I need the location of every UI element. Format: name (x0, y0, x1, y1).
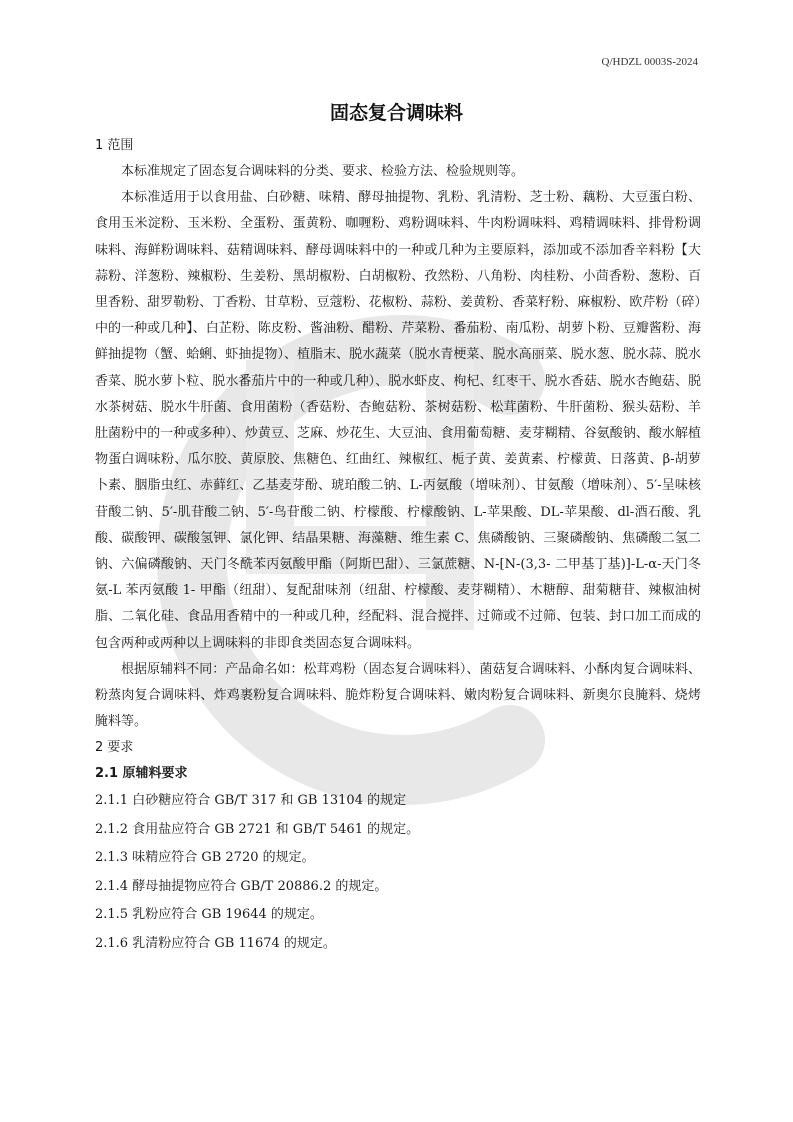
clause-2-1-6: 2.1.6 乳清粉应符合 GB 11674 的规定。 (95, 935, 336, 951)
clause-2-1-4: 2.1.4 酵母抽提物应符合 GB/T 20886.2 的规定。 (95, 878, 388, 894)
clause-2-1-5: 2.1.5 乳粉应符合 GB 19644 的规定。 (95, 907, 323, 923)
scope-paragraph-1: 本标准规定了固态复合调味料的分类、要求、检验方法、检验规则等。 (121, 164, 525, 179)
section-1-heading: 1 范围 (95, 138, 134, 153)
section-2-1-heading: 2.1 原辅料要求 (95, 766, 188, 782)
document-title: 固态复合调味料 (329, 102, 463, 124)
scope-paragraph-3: 根据原辅料不同：产品命名如：松茸鸡粉（固态复合调味料）、菌菇复合调味料、小酥肉复合调味料、粉蒸肉复合调味料、炸鸡裹粉复合调味料、脆炸粉复合调味料、嫩肉粉复合调味料、新奥尔良腌料、烧烤腌料等。 (95, 661, 701, 730)
clause-2-1-3: 2.1.3 味精应符合 GB 2720 的规定。 (95, 850, 315, 866)
scope-paragraph-2: 本标准适用于以食用盐、白砂糖、味精、酵母抽提物、乳粉、乳清粉、芝士粉、藕粉、大豆蛋白粉、食用玉米淀粉、玉米粉、全蛋粉、蛋黄粉、咖喱粉、鸡粉调味料、牛肉粉调味料、鸡精调味料、排骨粉调味料、海鲜粉调味料、菇精调味料、酵母调味料中的一种或几种为主要原料，添加或不添加香辛料粉【大蒜粉、洋葱粉、辣椒粉、生姜粉、黑胡椒粉、白胡椒粉、孜然粉、八角粉、肉桂粉、小茴香粉、葱粉、百里香粉、甜罗勒粉、丁香粉、甘草粉、豆蔻粉、花椒粉、蒜粉、姜黄粉、香菜籽粉、麻椒粉、欧芹粉（碎）中的一种或几种】、白芷粉、陈皮粉、酱油粉、醋粉、芹菜粉、番茄粉、南瓜粉、胡萝卜粉、豆瓣酱粉、海鲜抽提物（蟹、蛤蜊、虾抽提物）、植脂末、脱水蔬菜（脱水青梗菜、脱水高丽菜、脱水葱、脱水蒜、脱水香菜、脱水萝卜粒、脱水番茄片中的一种或几种）、脱水虾皮、枸杞、红枣干、脱水香菇、脱水杏鲍菇、脱水茶树菇、脱水牛肝菌、食用菌粉（香菇粉、杏鲍菇粉、茶树菇粉、松茸菌粉、牛肝菌粉、猴头菇粉、羊肚菌粉中的一种或多种）、炒黄豆、芝麻、炒花生、大豆油、食用葡萄糖、麦芽糊精、谷氨酸钠、酸水解植物蛋白调味粉、瓜尔胶、黄原胶、焦糖色、红曲红、辣椒红、栀子黄、姜黄素、柠檬黄、日落黄、β-胡萝卜素、胭脂虫红、赤藓红、乙基麦芽酚、琥珀酸二钠、L-丙氨酸（增味剂）、甘氨酸（增味剂）、5′-呈味核苷酸二钠、5′-肌苷酸二钠、5′-鸟苷酸二钠、柠檬酸、柠檬酸钠、L-苹果酸、DL-苹果酸、dl-酒石酸、乳酸、碳酸钾、碳酸氢钾、氯化钾、结晶果糖、海藻糖、维生素 C、焦磷酸钠、三聚磷酸钠、焦磷酸二氢二钠、六偏磷酸钠、天门冬酰苯丙氨酸甲酯（阿斯巴甜）、三氯蔗糖、N-[N-(3,3- 二甲基丁基)]-L-α-天门冬氨-L 苯丙氨酸 1- 甲酯（纽甜）、复配甜味剂（纽甜、柠檬酸、麦芽糊精）、木糖醇、甜菊糖苷、辣椒油树脂、二氧化硅、食品用香精中的一种或几种，经配料、混合搅拌、过筛或不过筛、包装、封口加工而成的包含两种或两种以上调味料的非即食类固态复合调味料。 (95, 190, 701, 651)
document-code: Q/HDZL 0003S-2024 (601, 56, 698, 68)
document-body (95, 133, 701, 958)
clause-2-1-1: 2.1.1 白砂糖应符合 GB/T 317 和 GB 13104 的规定 (95, 793, 407, 809)
section-2-heading: 2 要求 (95, 740, 134, 756)
clause-2-1-2: 2.1.2 食用盐应符合 GB 2721 和 GB/T 5461 的规定。 (95, 821, 420, 837)
